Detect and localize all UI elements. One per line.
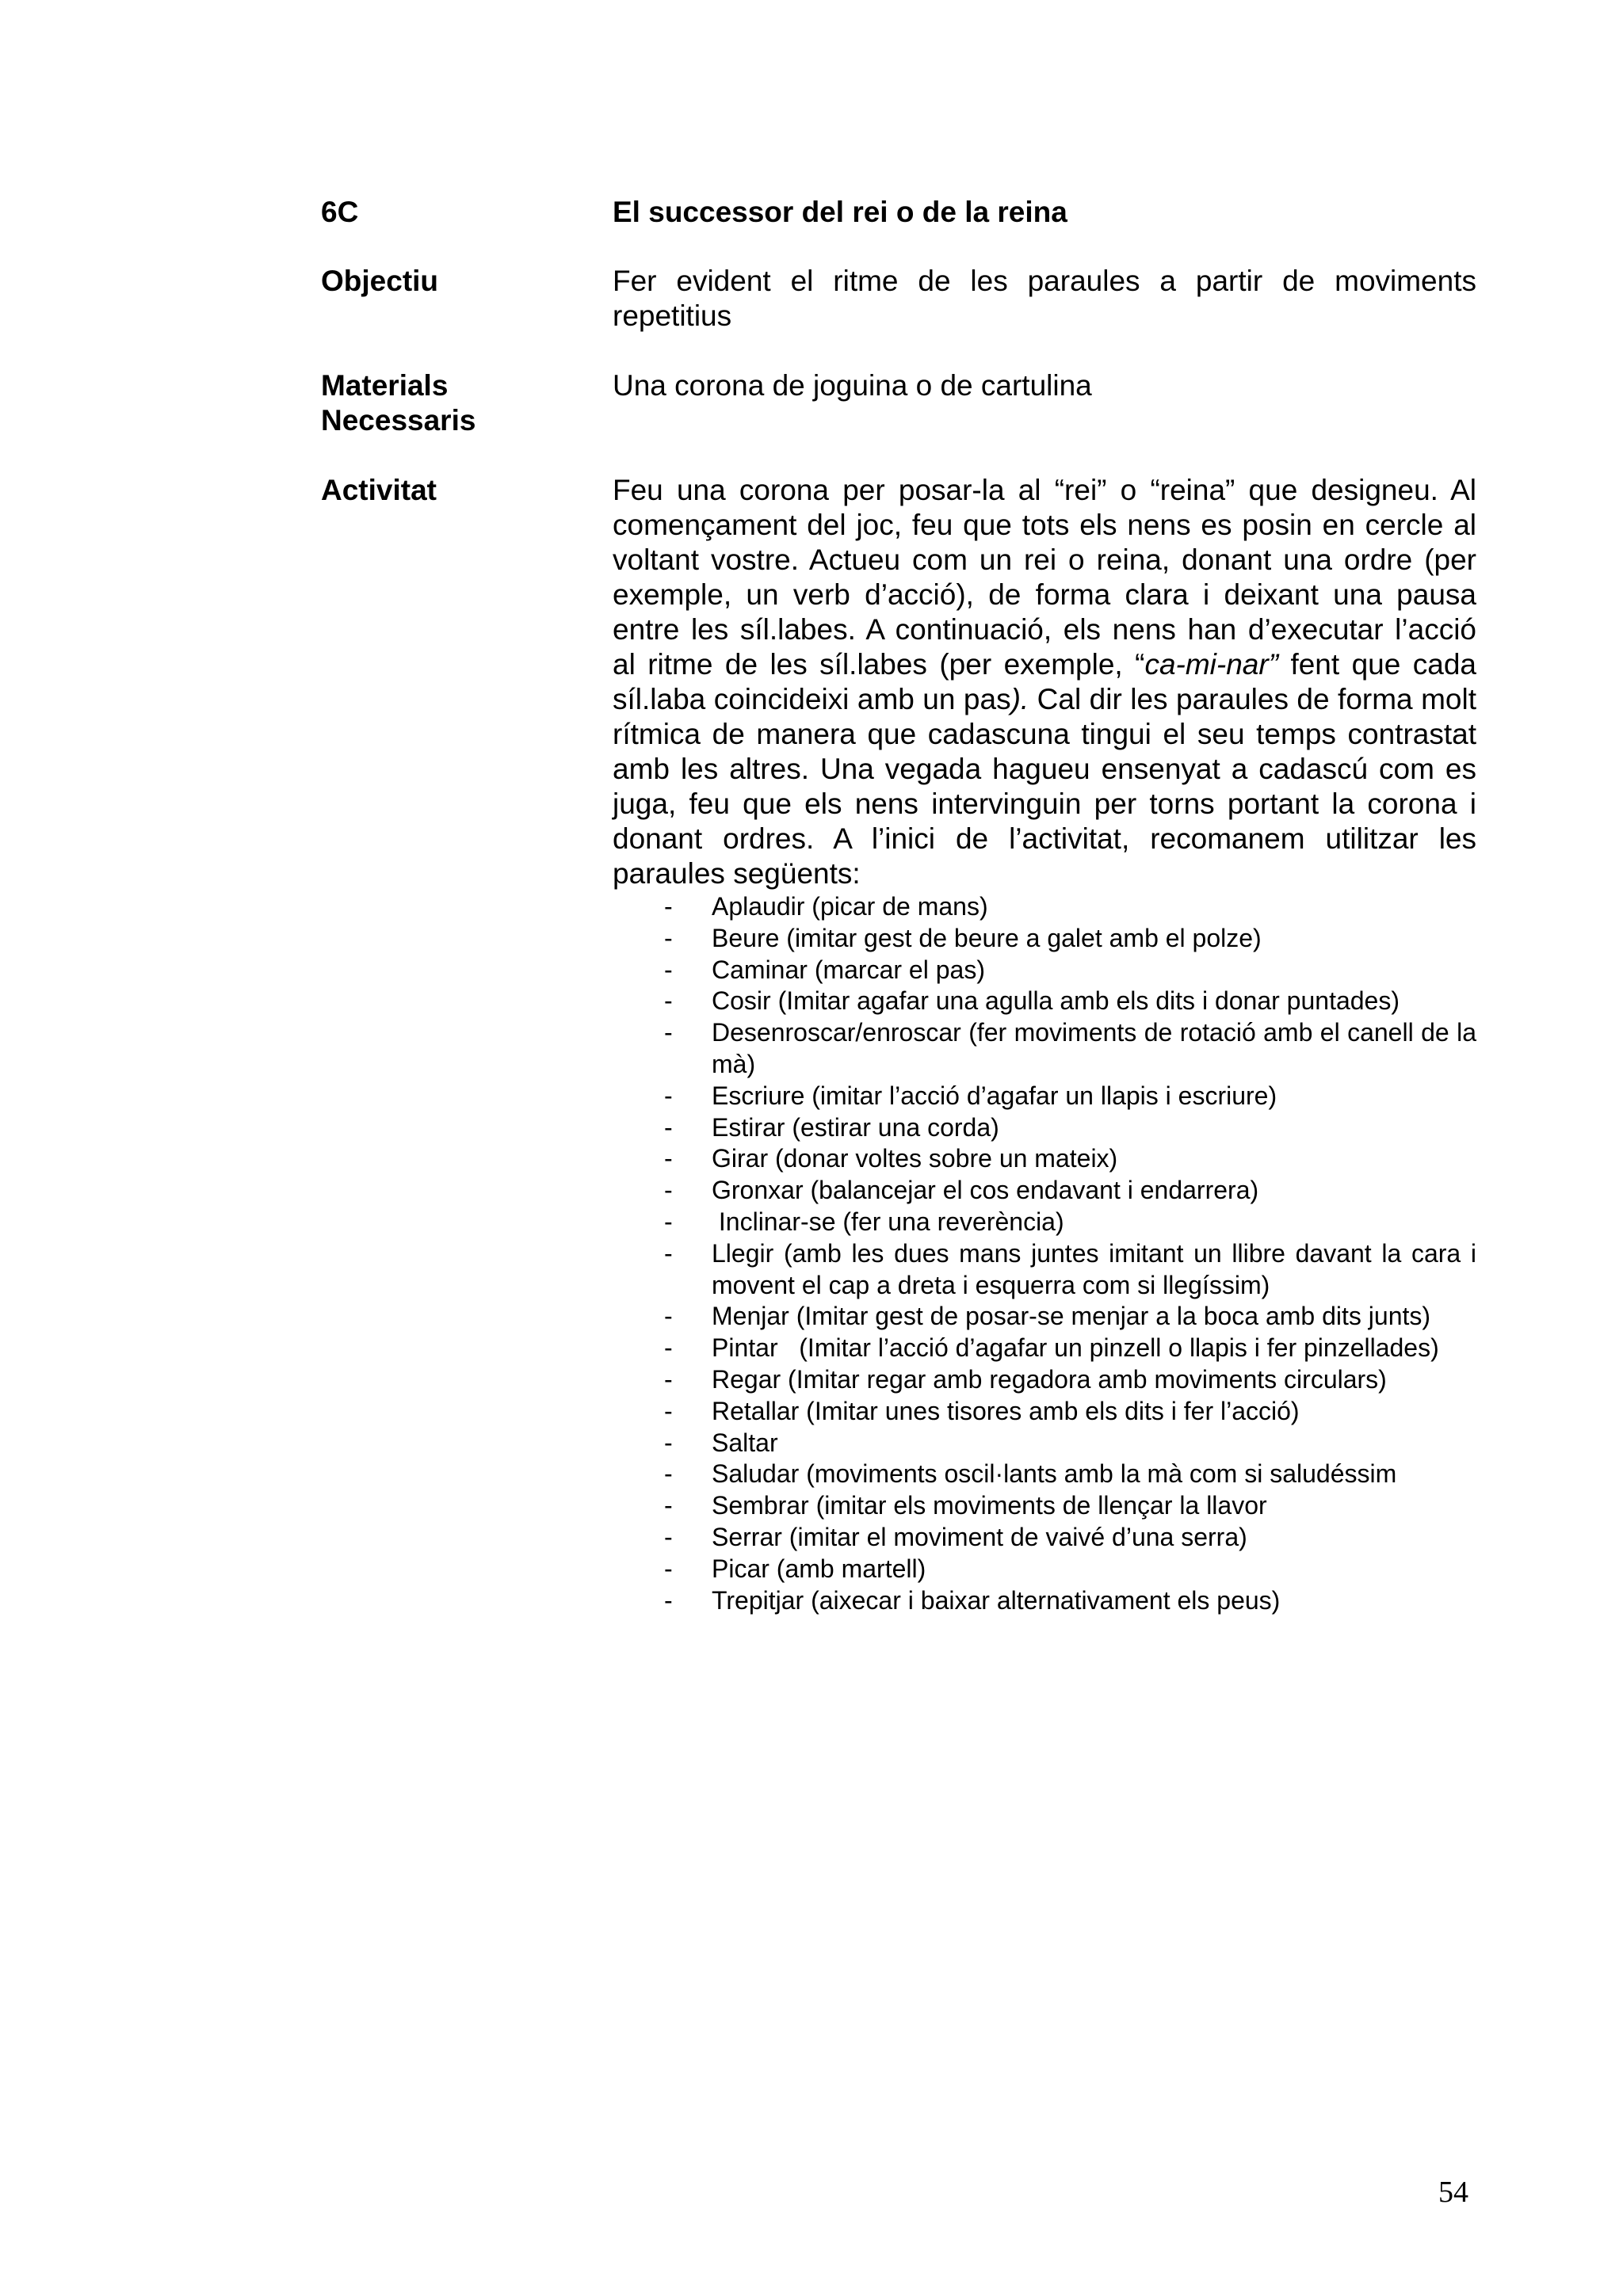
- list-item-text: Cosir (Imitar agafar una agulla amb els dits i donar puntades): [712, 986, 1400, 1016]
- list-item-text: Desenroscar/enroscar (fer moviments de rotació amb el canell de la mà): [712, 1018, 1484, 1078]
- list-item-text: Picar (amb martell): [712, 1554, 926, 1583]
- activity-text-example-end: ).: [1010, 683, 1029, 715]
- list-item-text: Trepitjar (aixecar i baixar alternativament els peus): [712, 1585, 1281, 1615]
- list-item-text: Pintar (Imitar l’acció d’agafar un pinzell o llapis i fer pinzellades): [712, 1333, 1439, 1363]
- list-item-text: Gronxar (balancejar el cos endavant i endarrera): [712, 1176, 1259, 1205]
- list-item-text: Girar (donar voltes sobre un mateix): [712, 1144, 1118, 1173]
- list-dash: -: [664, 1176, 673, 1205]
- list-dash: -: [664, 1585, 673, 1615]
- list-item-text: Escriure (imitar l’acció d’agafar un llapis i escriure): [712, 1081, 1277, 1110]
- objective-label: Objectiu: [321, 265, 439, 297]
- activity-text-example: ca-mi-nar”: [1144, 648, 1279, 681]
- list-item: [613, 1333, 1476, 1364]
- materials-label-line-1: Materials: [321, 369, 449, 402]
- list-item: [613, 923, 1476, 955]
- list-dash: -: [664, 1302, 673, 1331]
- list-item: [613, 986, 1476, 1017]
- list-item-text: Saludar (moviments oscil·lants amb la mà com si saludéssim: [712, 1459, 1397, 1489]
- list-dash: -: [664, 1112, 673, 1142]
- list-item-text: Aplaudir (picar de mans): [712, 892, 988, 921]
- list-item-text: Sembrar (imitar els moviments de llençar la llavor: [712, 1491, 1267, 1520]
- list-dash: -: [664, 1144, 673, 1173]
- movement-word-list: [613, 891, 1484, 1616]
- list-item: [613, 1143, 1476, 1175]
- list-item-text: Saltar: [712, 1428, 778, 1457]
- page-number: 54: [1438, 2176, 1468, 2209]
- list-item: [613, 891, 1476, 923]
- list-item: [613, 1459, 1476, 1490]
- list-dash: -: [664, 923, 673, 952]
- list-item-text: Beure (imitar gest de beure a galet amb el polze): [712, 923, 1262, 952]
- list-item-text: Caminar (marcar el pas): [712, 955, 985, 984]
- activity-description: [613, 473, 1476, 891]
- list-item: [613, 1554, 1476, 1585]
- list-item-text: Regar (Imitar regar amb regadora amb moviments circulars): [712, 1364, 1387, 1394]
- activity-label: Activitat: [321, 474, 437, 506]
- list-item: [613, 1364, 1476, 1396]
- list-item: [613, 1112, 1476, 1144]
- list-dash: -: [664, 1207, 673, 1236]
- list-dash: -: [664, 1238, 673, 1268]
- list-dash: -: [664, 955, 673, 984]
- list-item: [613, 1490, 1476, 1522]
- activity-text-part-2: fent que cada síl.laba coincideixi amb un pas: [613, 648, 1476, 715]
- list-dash: -: [664, 1364, 673, 1394]
- materials-label-line-2: Necessaris: [321, 404, 476, 437]
- activity-text-part-3: Cal dir les paraules de forma molt rítmica de manera que cadascuna tingui el seu temps contrastat amb les altres. Una vegada hagueu ensenyat a cadascú com es juga, feu que els nens intervinguin per torns portant la corona i donant ordres. A l’inici de l’activitat, recomanem utilitzar les paraules següents:: [613, 683, 1476, 890]
- list-item: [613, 1428, 1476, 1459]
- list-item-text: Llegir (amb les dues mans juntes imitant un llibre davant la cara i movent el cap a dreta i esquerra com si llegíssim): [712, 1238, 1484, 1299]
- list-item-text: Estirar (estirar una corda): [712, 1112, 999, 1142]
- list-dash: -: [664, 1428, 673, 1457]
- list-item-text: Serrar (imitar el moviment de vaivé d’una serra): [712, 1522, 1247, 1551]
- activity-text-part-1: Feu una corona per posar-la al “rei” o “reina” que designeu. Al començament del joc, feu que tots els nens es posin en cercle al voltant vostre. Actueu com un rei o reina, donant una ordre (per exemple, un verb d’acció), de forma clara i deixant una pausa entre les síl.labes. A continuació, els nens han d’executar l’acció al ritme de les síl.labes (per exemple, “: [613, 474, 1476, 681]
- objective-text: Fer evident el ritme de les paraules a partir de moviments repetitius: [613, 265, 1476, 332]
- list-dash: -: [664, 1491, 673, 1520]
- materials-label: [321, 368, 475, 438]
- list-item: [613, 955, 1476, 986]
- list-dash: -: [664, 1333, 673, 1363]
- list-dash: -: [664, 986, 673, 1016]
- list-dash: -: [664, 1522, 673, 1551]
- list-item: [613, 1585, 1476, 1617]
- activity-code: 6C: [321, 196, 359, 228]
- list-dash: -: [664, 1554, 673, 1583]
- list-dash: -: [664, 1396, 673, 1425]
- list-dash: -: [664, 1018, 673, 1047]
- list-dash: -: [664, 1081, 673, 1110]
- list-item: [613, 1396, 1476, 1428]
- list-dash: -: [664, 1459, 673, 1489]
- list-dash: -: [664, 892, 673, 921]
- list-item: [613, 1175, 1476, 1207]
- list-item-text: Menjar (Imitar gest de posar-se menjar a la boca amb dits junts): [712, 1302, 1431, 1331]
- activity-title: El successor del rei o de la reina: [613, 196, 1067, 228]
- list-item-text: Retallar (Imitar unes tisores amb els dits i fer l’acció): [712, 1396, 1300, 1425]
- list-item-text: Inclinar-se (fer una reverència): [712, 1207, 1064, 1236]
- activity-section: [613, 473, 1484, 1616]
- list-item: [613, 1522, 1476, 1554]
- list-item: [613, 1081, 1476, 1112]
- list-item: [613, 1207, 1476, 1238]
- list-item: [613, 1017, 1484, 1081]
- list-item: [613, 1238, 1484, 1302]
- list-item: [613, 1301, 1476, 1333]
- materials-text: Una corona de joguina o de cartulina: [613, 369, 1092, 402]
